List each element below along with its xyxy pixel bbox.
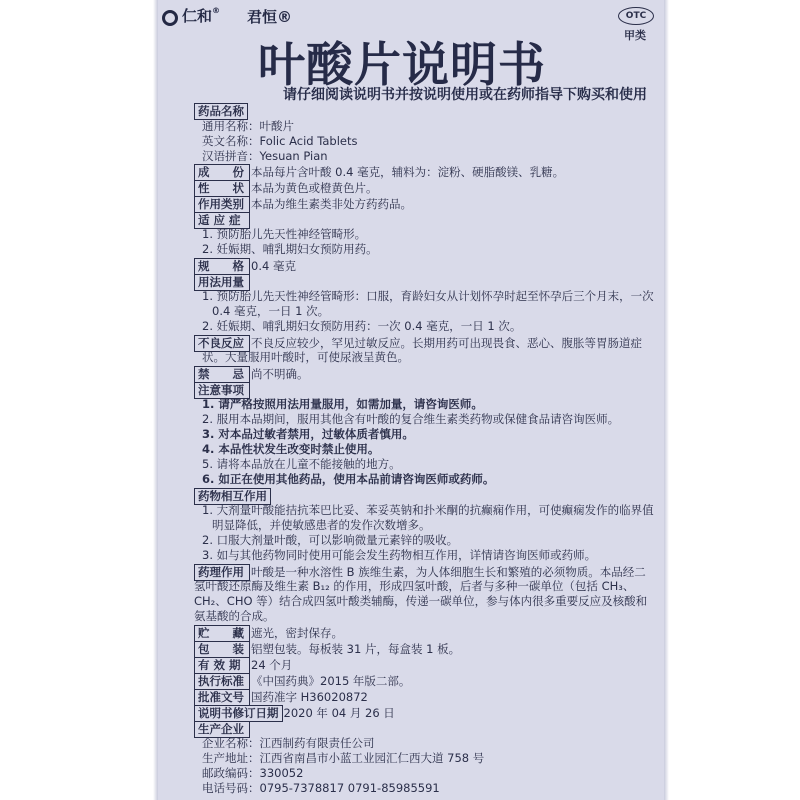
manufacturer-address: 生产地址：江西省南昌市小蓝工业园汇仁西大道 758 号 [202, 751, 485, 765]
section-contraindications [194, 366, 309, 383]
section-composition [194, 164, 564, 181]
manufacturer-name: 企业名称：江西制药有限责任公司 [202, 736, 375, 750]
dosage-1: 1. 预防胎儿先天性神经管畸形：口服，育龄妇女从计划怀孕时起至怀孕后三个月末，一次 [202, 289, 654, 303]
section-header: 说明书修订日期 [194, 705, 283, 722]
page-title: 叶酸片说明书 [258, 38, 546, 93]
adverse-cont: 状。大量服用叶酸时，可使尿液呈黄色。 [202, 350, 409, 364]
manufacturer-tel: 电话号码：0795-7378817 0791-85985591 [202, 781, 440, 795]
registered-icon: ® [212, 6, 221, 15]
section-storage [194, 625, 343, 642]
indication-1: 1. 预防胎儿先天性神经管畸形。 [202, 227, 367, 241]
pharmacology-2: 氢叶酸还原酶及维生素 B₁₂ 的作用，形成四氢叶酸，后者与多种一碳单位（包括 CH₃、 [194, 579, 635, 593]
section-text: 本品每片含叶酸 0.4 毫克，辅料为：淀粉、硬脂酸镁、乳糖。 [251, 165, 565, 179]
precaution-2: 2. 服用本品期间，服用其他含有叶酸的复合维生素类药物或保健食品请咨询医师。 [202, 412, 620, 426]
section-header: 贮 藏 [194, 625, 250, 642]
section-text: 国药准字 H36020872 [251, 690, 368, 704]
brand-sub-name: 君恒 [247, 8, 278, 26]
precaution-3: 3. 对本品过敏者禁用，过敏体质者慎用。 [202, 427, 414, 441]
section-header: 成 份 [194, 164, 250, 181]
section-expiry [194, 657, 292, 674]
pharmacology-4: 氨基酸的合成。 [194, 609, 275, 623]
section-header: 注意事项 [194, 382, 250, 399]
dosage-1-cont: 0.4 毫克，一日 1 次。 [212, 304, 330, 318]
section-properties [194, 180, 378, 197]
interaction-1-cont: 明显降低，并使敏感患者的发作次数增多。 [212, 518, 431, 532]
precaution-6: 6. 如正在使用其他药品，使用本品前请咨询医师或药师。 [202, 472, 495, 486]
pinyin-name: 汉语拼音：Yesuan Pian [202, 149, 328, 163]
section-text: 叶酸是一种水溶性 B 族维生素，为人体细胞生长和繁殖的必须物质。本品经二 [251, 565, 646, 579]
precaution-5: 5. 请将本品放在儿童不能接触的地方。 [202, 457, 401, 471]
section-text: 铝塑包装。每板装 31 片，每盒装 1 板。 [251, 642, 461, 656]
manufacturer-zip: 邮政编码：330052 [202, 766, 304, 780]
generic-name: 通用名称：叶酸片 [202, 119, 294, 133]
section-standard [194, 673, 410, 690]
interaction-1: 1. 大剂量叶酸能拮抗苯巴比妥、苯妥英钠和扑米酮的抗癫痫作用，可使癫痫发作的临界值 [202, 503, 654, 517]
section-text: 0.4 毫克 [251, 259, 296, 273]
precaution-1: 1. 请严格按照用法用量服用，如需加量，请咨询医师。 [202, 397, 483, 411]
section-approval [194, 689, 368, 706]
section-text: 本品为维生素类非处方药药品。 [251, 197, 412, 211]
section-text: 24 个月 [251, 658, 293, 672]
section-header: 包 装 [194, 641, 250, 658]
section-category [194, 196, 412, 213]
interaction-2: 2. 口服大剂量叶酸，可以影响微量元素锌的吸收。 [202, 533, 459, 547]
indication-2: 2. 妊娠期、哺乳期妇女预防用药。 [202, 242, 378, 256]
pharmacology-3: CH₂、CHO 等）结合成四氢叶酸类辅酶，传递一碳单位，参与体内很多重要反应及核酸和 [194, 594, 648, 608]
section-header: 药物相互作用 [194, 488, 271, 505]
section-spec [194, 258, 296, 275]
page-subtitle: 请仔细阅读说明书并按说明使用或在药师指导下购买和使用 [283, 87, 647, 103]
section-text: 《中国药典》2015 年版二部。 [251, 674, 411, 688]
otc-class: 甲类 [624, 29, 646, 42]
section-text: 尚不明确。 [251, 367, 309, 381]
section-header: 药理作用 [194, 564, 250, 581]
precaution-4: 4. 本品性状发生改变时禁止使用。 [202, 442, 380, 456]
section-header: 药品名称 [194, 103, 248, 120]
section-text: 不良反应较少，罕见过敏反应。长期用药可出现畏食、恶心、腹胀等胃肠道症 [251, 336, 642, 350]
brand-name: 仁和 [182, 7, 213, 25]
section-header: 禁 忌 [194, 366, 250, 383]
section-header: 生产企业 [194, 721, 250, 738]
section-header: 适 应 症 [194, 212, 250, 229]
section-text: 2020 年 04 月 26 日 [283, 706, 395, 720]
section-header: 不良反应 [194, 335, 250, 352]
section-header: 执行标准 [194, 673, 250, 690]
section-header: 性 状 [194, 180, 250, 197]
section-text: 遮光，密封保存。 [251, 626, 343, 640]
registered-icon-2: ® [277, 8, 293, 26]
section-header: 作用类别 [194, 196, 250, 213]
section-header: 用法用量 [194, 274, 250, 291]
interaction-3: 3. 如与其他药物同时使用可能会发生药物相互作用，详情请咨询医师或药师。 [202, 548, 597, 562]
english-name: 英文名称：Folic Acid Tablets [202, 134, 358, 148]
otc-badge: OTC [618, 7, 654, 25]
brand-mark-icon [162, 10, 178, 26]
section-text: 本品为黄色或橙黄色片。 [251, 181, 378, 195]
brand-sub [247, 6, 292, 27]
section-header: 有 效 期 [194, 657, 250, 674]
section-header: 批准文号 [194, 689, 250, 706]
section-revision [194, 705, 395, 722]
dosage-2: 2. 妊娠期、哺乳期妇女预防用药：一次 0.4 毫克，一日 1 次。 [202, 319, 522, 333]
section-package [194, 641, 460, 658]
section-header: 规 格 [194, 258, 250, 275]
brand-logo [162, 5, 220, 26]
section-name [194, 103, 249, 120]
